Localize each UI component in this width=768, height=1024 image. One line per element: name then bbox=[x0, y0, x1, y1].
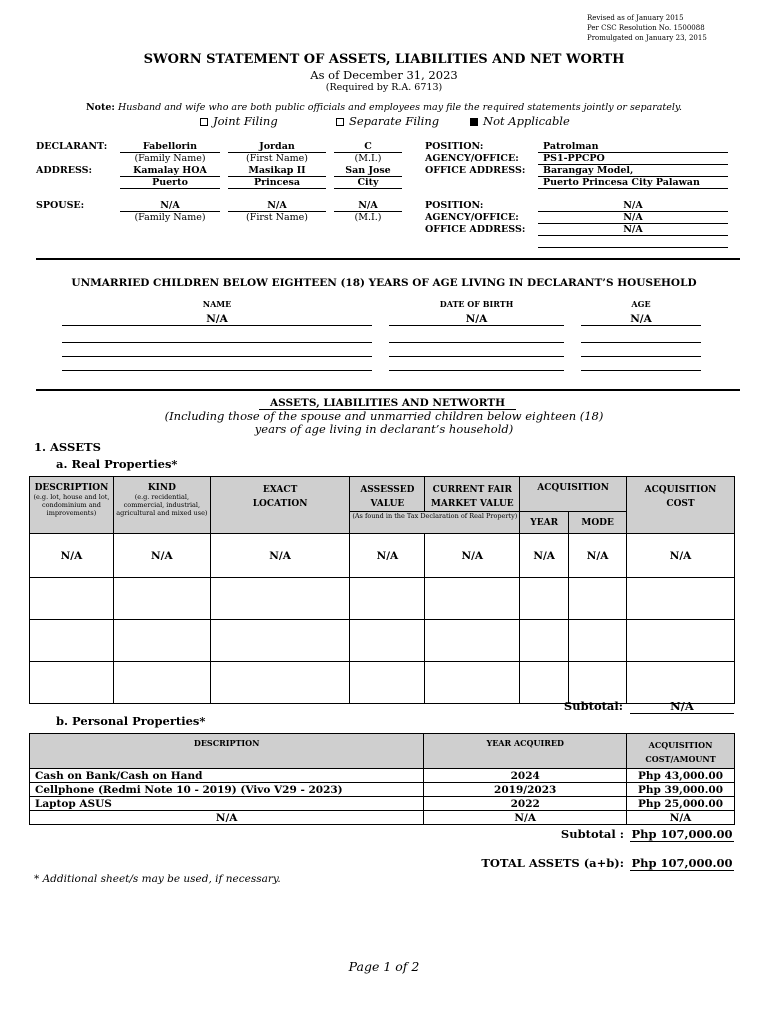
spouse-agency-label: AGENCY/OFFICE: bbox=[425, 212, 519, 223]
declarant-family-name: Fabellorin bbox=[120, 141, 220, 153]
personal-cost-cell: Php 25,000.00 bbox=[627, 797, 735, 811]
alnw-subheading-2: years of age living in declarant’s household) bbox=[254, 422, 514, 436]
page-number: Page 1 of 2 bbox=[348, 959, 420, 974]
table-row bbox=[30, 662, 735, 704]
resolution-line: Per CSC Resolution No. 1500088 bbox=[587, 24, 705, 32]
table-row bbox=[30, 797, 735, 811]
real-properties-heading: a. Real Properties* bbox=[56, 457, 178, 471]
address-label: ADDRESS: bbox=[36, 165, 93, 176]
real-description-cell: N/A bbox=[30, 534, 114, 578]
personal-description-cell: Cellphone (Redmi Note 10 - 2019) (Vivo V29 - 2023) bbox=[30, 783, 424, 797]
required-by: (Required by R.A. 6713) bbox=[325, 82, 443, 93]
form-title: SWORN STATEMENT OF ASSETS, LIABILITIES AND NET WORTH bbox=[143, 52, 625, 67]
spouse-family-name: N/A bbox=[120, 200, 220, 212]
child-name: N/A bbox=[62, 313, 372, 326]
child-age-line bbox=[581, 342, 701, 343]
personal-properties-table bbox=[29, 733, 735, 825]
declarant-office-line2: Puerto Princesa City Palawan bbox=[538, 177, 728, 189]
child-age-line bbox=[581, 356, 701, 357]
children-heading: UNMARRIED CHILDREN BELOW EIGHTEEN (18) YEARS OF AGE LIVING IN DECLARANT’S HOUSEHOLD bbox=[71, 277, 697, 289]
real-mode-header: MODE bbox=[569, 512, 627, 534]
real-location-header-line1: EXACT bbox=[262, 485, 298, 495]
spouse-agency: N/A bbox=[538, 212, 728, 224]
real-cost-cell: N/A bbox=[627, 534, 735, 578]
real-kind-cell: N/A bbox=[113, 534, 210, 578]
spouse-label: SPOUSE: bbox=[36, 200, 85, 211]
child-dob-line bbox=[389, 356, 564, 357]
real-year-header: YEAR bbox=[520, 512, 569, 534]
address-line2-c: City bbox=[334, 177, 402, 189]
personal-cost-header-line2: COST/AMOUNT bbox=[645, 754, 716, 764]
spouse-office-label: OFFICE ADDRESS: bbox=[425, 224, 526, 235]
address-line2-b: Princesa bbox=[228, 177, 326, 189]
table-row bbox=[30, 769, 735, 783]
spouse-family-caption: (Family Name) bbox=[134, 212, 206, 223]
child-age: N/A bbox=[581, 313, 701, 326]
child-name-line bbox=[62, 356, 372, 357]
personal-year-cell: 2019/2023 bbox=[424, 783, 627, 797]
real-assessed-cell: N/A bbox=[350, 534, 425, 578]
joint-filing-checkbox[interactable] bbox=[200, 118, 208, 126]
real-tax-note: (As found in the Tax Declaration of Real Property) bbox=[352, 512, 518, 520]
real-year-cell: N/A bbox=[520, 534, 569, 578]
separate-filing-checkbox[interactable] bbox=[336, 118, 344, 126]
real-assessed-header-line2: VALUE bbox=[370, 499, 405, 509]
spouse-first-name: N/A bbox=[228, 200, 326, 212]
personal-cost-cell: Php 43,000.00 bbox=[627, 769, 735, 783]
real-description-header-note: (e.g. lot, house and lot, condominium and improvements) bbox=[33, 493, 110, 517]
real-kind-header-note: (e.g. recidential, commercial, industrial, agricultural and mixed use) bbox=[116, 493, 208, 517]
child-name-line bbox=[62, 370, 372, 371]
joint-filing-option[interactable] bbox=[200, 114, 278, 128]
spouse-position-label: POSITION: bbox=[425, 200, 484, 211]
real-mode-cell: N/A bbox=[569, 534, 627, 578]
children-dob-header: DATE OF BIRTH bbox=[439, 299, 514, 309]
personal-description-cell: N/A bbox=[30, 811, 424, 825]
declarant-position: Patrolman bbox=[538, 141, 728, 153]
real-acq-cost-header-line1: ACQUISITION bbox=[644, 485, 717, 495]
address-line1-b: Masikap II bbox=[228, 165, 326, 177]
real-kind-header-label: KIND bbox=[147, 483, 176, 493]
personal-cost-header bbox=[627, 734, 735, 769]
declarant-first-name: Jordan bbox=[228, 141, 326, 153]
personal-properties-heading: b. Personal Properties* bbox=[56, 714, 206, 728]
table-row bbox=[30, 534, 735, 578]
personal-description-cell: Laptop ASUS bbox=[30, 797, 424, 811]
section-divider bbox=[36, 258, 740, 260]
agency-label: AGENCY/OFFICE: bbox=[425, 153, 519, 164]
real-fmv-header-line2: MARKET VALUE bbox=[430, 499, 514, 509]
table-row bbox=[30, 578, 735, 620]
address-line1-a: Kamalay HOA bbox=[120, 165, 220, 177]
real-tax-note-header bbox=[350, 512, 520, 534]
real-fmv-header bbox=[425, 477, 520, 512]
real-properties-table bbox=[29, 476, 735, 704]
spouse-office-blank-line bbox=[538, 247, 728, 248]
real-subtotal-value: N/A bbox=[630, 699, 734, 714]
real-assessed-header-line1: ASSESSED bbox=[360, 485, 415, 495]
note bbox=[0, 102, 768, 113]
personal-cost-header-line1: ACQUISITION bbox=[648, 740, 713, 750]
joint-filing-label: Joint Filing bbox=[213, 114, 278, 128]
child-dob-line bbox=[389, 370, 564, 371]
real-location-header-line2: LOCATION bbox=[252, 499, 308, 509]
first-name-caption: (First Name) bbox=[246, 153, 308, 164]
real-assessed-header bbox=[350, 477, 425, 512]
not-applicable-checkbox[interactable] bbox=[470, 118, 478, 126]
real-description-header bbox=[30, 477, 114, 534]
personal-year-header: YEAR ACQUIRED bbox=[424, 734, 627, 769]
table-row bbox=[30, 620, 735, 662]
personal-year-cell: N/A bbox=[424, 811, 627, 825]
declarant-office-line1: Barangay Model, bbox=[538, 165, 728, 177]
real-description-header-label: DESCRIPTION bbox=[34, 483, 109, 493]
real-fmv-cell: N/A bbox=[425, 534, 520, 578]
revision-note bbox=[587, 13, 707, 43]
real-subtotal-label: Subtotal: bbox=[563, 699, 623, 713]
real-kind-header bbox=[113, 477, 210, 534]
spouse-mi: N/A bbox=[334, 200, 402, 212]
table-row bbox=[30, 783, 735, 797]
separate-filing-label: Separate Filing bbox=[349, 114, 440, 128]
real-fmv-header-line1: CURRENT FAIR bbox=[432, 485, 512, 495]
child-dob: N/A bbox=[389, 313, 564, 326]
note-label: Note: bbox=[85, 102, 115, 113]
assets-heading: 1. ASSETS bbox=[34, 440, 101, 454]
declarant-agency: PS1-PPCPO bbox=[538, 153, 728, 165]
children-age-header: AGE bbox=[631, 299, 651, 309]
spouse-office: N/A bbox=[538, 224, 728, 236]
personal-description-header: DESCRIPTION bbox=[30, 734, 424, 769]
spouse-position: N/A bbox=[538, 200, 728, 212]
separate-filing-option[interactable] bbox=[336, 114, 439, 128]
personal-year-cell: 2024 bbox=[424, 769, 627, 783]
section-divider bbox=[36, 389, 740, 391]
family-name-caption: (Family Name) bbox=[134, 153, 206, 164]
footnote: * Additional sheet/s may be used, if necessary. bbox=[34, 873, 281, 885]
spouse-first-caption: (First Name) bbox=[246, 212, 308, 223]
personal-description-cell: Cash on Bank/Cash on Hand bbox=[30, 769, 424, 783]
child-name-line bbox=[62, 342, 372, 343]
child-dob-line bbox=[389, 342, 564, 343]
personal-year-cell: 2022 bbox=[424, 797, 627, 811]
table-row bbox=[30, 811, 735, 825]
total-assets-label: TOTAL ASSETS (a+b): bbox=[481, 856, 624, 870]
children-name-header: NAME bbox=[202, 299, 232, 309]
office-address-label: OFFICE ADDRESS: bbox=[425, 165, 526, 176]
mi-caption: (M.I.) bbox=[354, 153, 382, 164]
as-of-date: As of December 31, 2023 bbox=[310, 68, 458, 82]
personal-cost-cell: N/A bbox=[627, 811, 735, 825]
real-acq-cost-header bbox=[627, 477, 735, 534]
revision-line: Revised as of January 2015 bbox=[587, 14, 684, 22]
address-line2-a: Puerto bbox=[120, 177, 220, 189]
personal-subtotal-value: Php 107,000.00 bbox=[631, 827, 733, 841]
real-acquisition-header: ACQUISITION bbox=[520, 477, 627, 512]
note-text: Husband and wife who are both public officials and employees may file the required statements jointly or separately. bbox=[117, 102, 683, 113]
alnw-heading: ASSETS, LIABILITIES AND NETWORTH bbox=[259, 397, 516, 410]
child-age-line bbox=[581, 370, 701, 371]
not-applicable-label: Not Applicable bbox=[483, 114, 570, 128]
promulgated-line: Promulgated on January 23, 2015 bbox=[587, 34, 707, 42]
position-label: POSITION: bbox=[425, 141, 484, 152]
real-location-cell: N/A bbox=[210, 534, 350, 578]
declarant-label: DECLARANT: bbox=[36, 141, 108, 152]
alnw-subheading-1: (Including those of the spouse and unmarried children below eighteen (18) bbox=[164, 409, 604, 423]
total-assets-value: Php 107,000.00 bbox=[631, 856, 733, 870]
real-location-header bbox=[210, 477, 350, 534]
personal-cost-cell: Php 39,000.00 bbox=[627, 783, 735, 797]
spouse-mi-caption: (M.I.) bbox=[354, 212, 382, 223]
address-line1-c: San Jose bbox=[334, 165, 402, 177]
not-applicable-option[interactable] bbox=[470, 114, 570, 128]
declarant-mi: C bbox=[334, 141, 402, 153]
personal-subtotal-label: Subtotal : bbox=[560, 827, 624, 841]
real-acq-cost-header-line2: COST bbox=[666, 499, 695, 509]
